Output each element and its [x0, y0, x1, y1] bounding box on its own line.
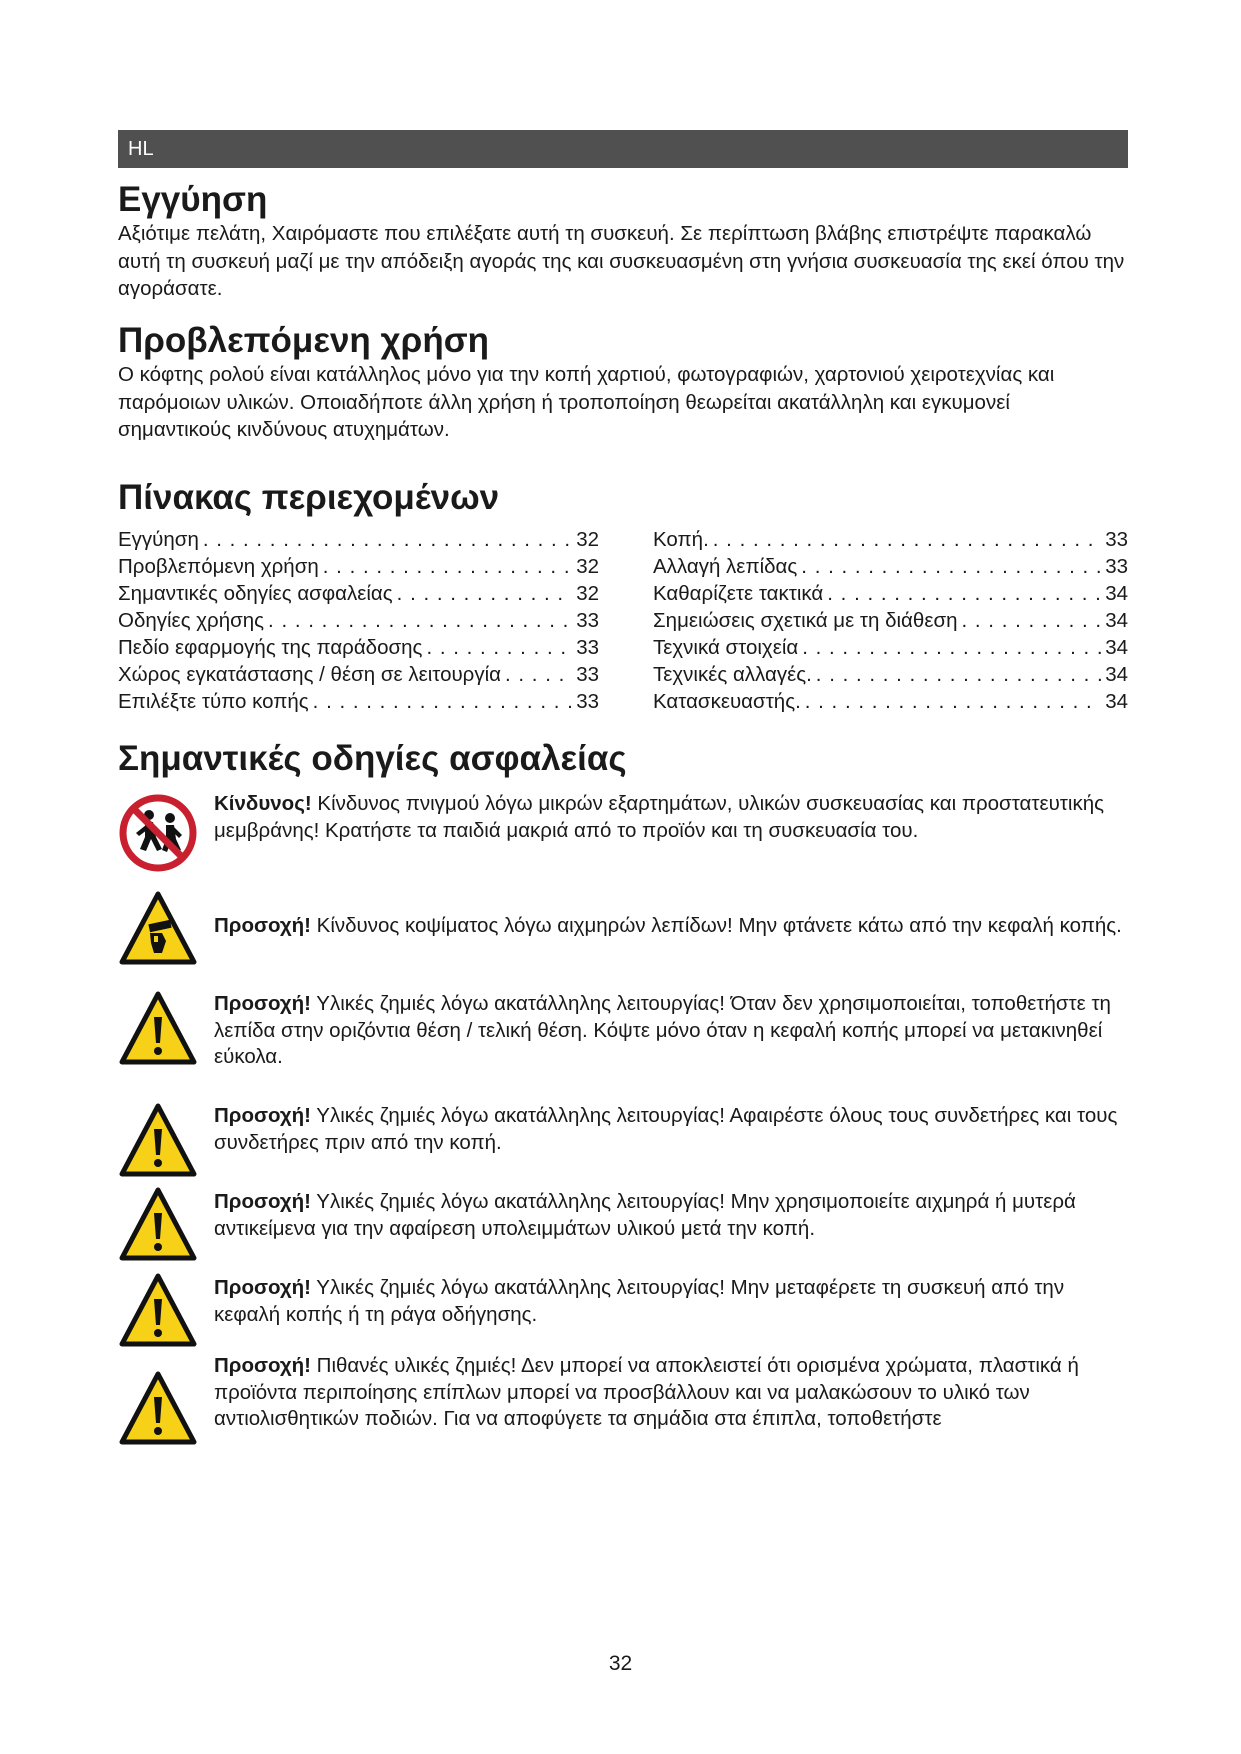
warranty-text: Αξιότιμε πελάτη, Χαιρόμαστε που επιλέξατε αυτή τη συσκευή. Σε περίπτωση βλάβης επιστρέψτε παρακαλώ αυτή τη συσκευή μαζί με την απόδειξη αγοράς της και συσκευασμένη στη γνήσια συσκευασία της εκεί όπου την αγοράσατε.	[118, 222, 1125, 301]
toc-entry-label: Εγγύηση	[118, 527, 199, 551]
cut-hazard-icon	[118, 889, 198, 969]
toc-entry	[118, 634, 599, 661]
toc-leader	[323, 553, 572, 580]
toc-entry-label: Τεχνικές αλλαγές.	[653, 662, 812, 686]
no-children-icon	[118, 793, 198, 873]
warning-text	[214, 1353, 1128, 1433]
warning-text	[214, 791, 1128, 844]
toc-entry	[118, 688, 599, 715]
warning-text	[214, 913, 1128, 940]
toc-entry-page: 33	[576, 608, 599, 632]
toc-entry-page: 32	[576, 554, 599, 578]
toc-entry-label: Κοπή.	[653, 527, 709, 551]
toc-entry	[653, 553, 1128, 580]
warning-label: Προσοχή!	[214, 1276, 311, 1299]
warning-body: Πιθανές υλικές ζημιές! Δεν μπορεί να αποκλειστεί ότι ορισμένα χρώματα, πλαστικά ή προϊόντα περιποίησης επίπλων μπορεί να προσβάλλουν και να μαλακώσουν το υλικό των αντιολισθητικών ποδιών. Για να αποφύγετε τα σημάδια στα έπιπλα, τοποθετήστε	[214, 1354, 1079, 1430]
toc-entry-label: Επιλέξτε τύπο κοπής	[118, 689, 309, 713]
warranty-heading: Εγγύηση	[118, 180, 268, 219]
toc-entry-label: Αλλαγή λεπίδας	[653, 554, 798, 578]
warning-body: Υλικές ζημιές λόγω ακατάλληλης λειτουργίας! Μην μεταφέρετε τη συσκευή από την κεφαλή κοπής ή τη ράγα οδήγησης.	[214, 1276, 1065, 1326]
toc-leader	[801, 553, 1101, 580]
warning-icon	[118, 989, 198, 1069]
toc-entry	[118, 553, 599, 580]
toc-entry	[118, 580, 599, 607]
toc-entry-page: 34	[1105, 635, 1128, 659]
toc-entry	[118, 607, 599, 634]
toc-entry-label: Σημαντικές οδηγίες ασφαλείας	[118, 581, 393, 605]
warning-text	[214, 1275, 1128, 1328]
warning-body: Υλικές ζημιές λόγω ακατάλληλης λειτουργίας! Αφαιρέστε όλους τους συνδετήρες και τους συνδετήρες πριν από την κοπή.	[214, 1104, 1118, 1154]
toc-entry-label: Καθαρίζετε τακτικά	[653, 581, 824, 605]
toc-entry-label: Χώρος εγκατάστασης / θέση σε λειτουργία	[118, 662, 502, 686]
toc-entry	[653, 607, 1128, 634]
toc-entry	[118, 526, 599, 553]
table-of-contents	[118, 526, 1128, 715]
toc-entry	[118, 661, 599, 688]
warning-body: Υλικές ζημιές λόγω ακατάλληλης λειτουργίας! Μην χρησιμοποιείτε αιχμηρά ή μυτερά αντικείμενα για την αφαίρεση υπολειμμάτων υλικού μετά την κοπή.	[214, 1190, 1076, 1240]
toc-right-column	[653, 526, 1128, 715]
toc-leader	[805, 688, 1101, 715]
toc-entry	[653, 661, 1128, 688]
toc-leader	[802, 634, 1101, 661]
toc-entry-page: 32	[576, 581, 599, 605]
intended-use-heading: Προβλεπόμενη χρήση	[118, 320, 490, 360]
warning-label: Προσοχή!	[214, 1104, 311, 1127]
toc-entry-page: 32	[576, 527, 599, 551]
toc-heading: Πίνακας περιεχομένων	[118, 477, 500, 517]
toc-entry-page: 33	[576, 689, 599, 713]
warning-body: Κίνδυνος πνιγμού λόγω μικρών εξαρτημάτων, υλικών συσκευασίας και προστατευτικής μεμβράνης! Κρατήστε τα παιδιά μακριά από το προϊόν και τη συσκευασία του.	[214, 792, 1104, 842]
toc-entry-page: 33	[1105, 554, 1128, 578]
toc-leader	[827, 580, 1101, 607]
toc-entry-label: Τεχνικά στοιχεία	[653, 635, 799, 659]
toc-entry-page: 34	[1105, 689, 1128, 713]
warning-label: Κίνδυνος!	[214, 792, 312, 815]
toc-left-column	[118, 526, 599, 715]
toc-leader	[268, 607, 572, 634]
intended-use-text: Ο κόφτης ρολού είναι κατάλληλος μόνο για την κοπή χαρτιού, φωτογραφιών, χαρτονιού χειροτεχνίας και παρόμοιων υλικών. Οποιαδήποτε άλλη χρήση ή τροποποίηση θεωρείται ακατάλληλη και εγκυμονεί σημαντικούς κινδύνους ατυχημάτων.	[118, 363, 1055, 441]
toc-entry-label: Πεδίο εφαρμογής της παράδοσης	[118, 635, 423, 659]
toc-leader	[426, 634, 572, 661]
toc-entry-page: 34	[1105, 662, 1128, 686]
warning-label: Προσοχή!	[214, 1354, 311, 1377]
toc-leader	[397, 580, 573, 607]
warning-text	[214, 1189, 1128, 1242]
toc-entry-label: Κατασκευαστής.	[653, 689, 801, 713]
safety-heading: Σημαντικές οδηγίες ασφαλείας	[118, 738, 627, 778]
toc-entry	[653, 634, 1128, 661]
warning-icon	[118, 1101, 198, 1181]
toc-leader	[203, 526, 572, 553]
warning-label: Προσοχή!	[214, 992, 311, 1015]
toc-leader	[505, 661, 572, 688]
warning-text	[214, 991, 1128, 1071]
page-content	[118, 130, 1128, 1430]
toc-entry-label: Οδηγίες χρήσης	[118, 608, 265, 632]
toc-entry-label: Προβλεπόμενη χρήση	[118, 554, 319, 578]
warning-text	[214, 1103, 1128, 1156]
toc-entry-page: 34	[1105, 581, 1128, 605]
language-code: HL	[128, 138, 154, 160]
toc-leader	[313, 688, 573, 715]
toc-leader	[816, 661, 1101, 688]
warning-icon	[118, 1271, 198, 1351]
language-bar	[118, 130, 1128, 168]
toc-leader	[962, 607, 1102, 634]
toc-leader	[713, 526, 1101, 553]
warning-label: Προσοχή!	[214, 1190, 311, 1213]
warning-icon	[118, 1369, 198, 1449]
toc-entry	[653, 688, 1128, 715]
toc-entry-page: 34	[1105, 608, 1128, 632]
toc-entry	[653, 526, 1128, 553]
toc-entry-label: Σημειώσεις σχετικά με τη διάθεση	[653, 608, 958, 632]
warning-body: Υλικές ζημιές λόγω ακατάλληλης λειτουργίας! Όταν δεν χρησιμοποιείται, τοποθετήστε τη λεπίδα στην οριζόντια θέση / τελική θέση. Κόψτε μόνο όταν η κεφαλή κοπής μπορεί να μετακινηθεί εύκολα.	[214, 992, 1111, 1068]
warning-label: Προσοχή!	[214, 914, 311, 937]
toc-entry-page: 33	[1105, 527, 1128, 551]
toc-entry	[653, 580, 1128, 607]
page-number: 32	[608, 1652, 633, 1675]
warning-icon	[118, 1185, 198, 1265]
warning-body: Κίνδυνος κοψίματος λόγω αιχμηρών λεπίδων! Μην φτάνετε κάτω από την κεφαλή κοπής.	[316, 914, 1122, 937]
toc-entry-page: 33	[576, 662, 599, 686]
toc-entry-page: 33	[576, 635, 599, 659]
